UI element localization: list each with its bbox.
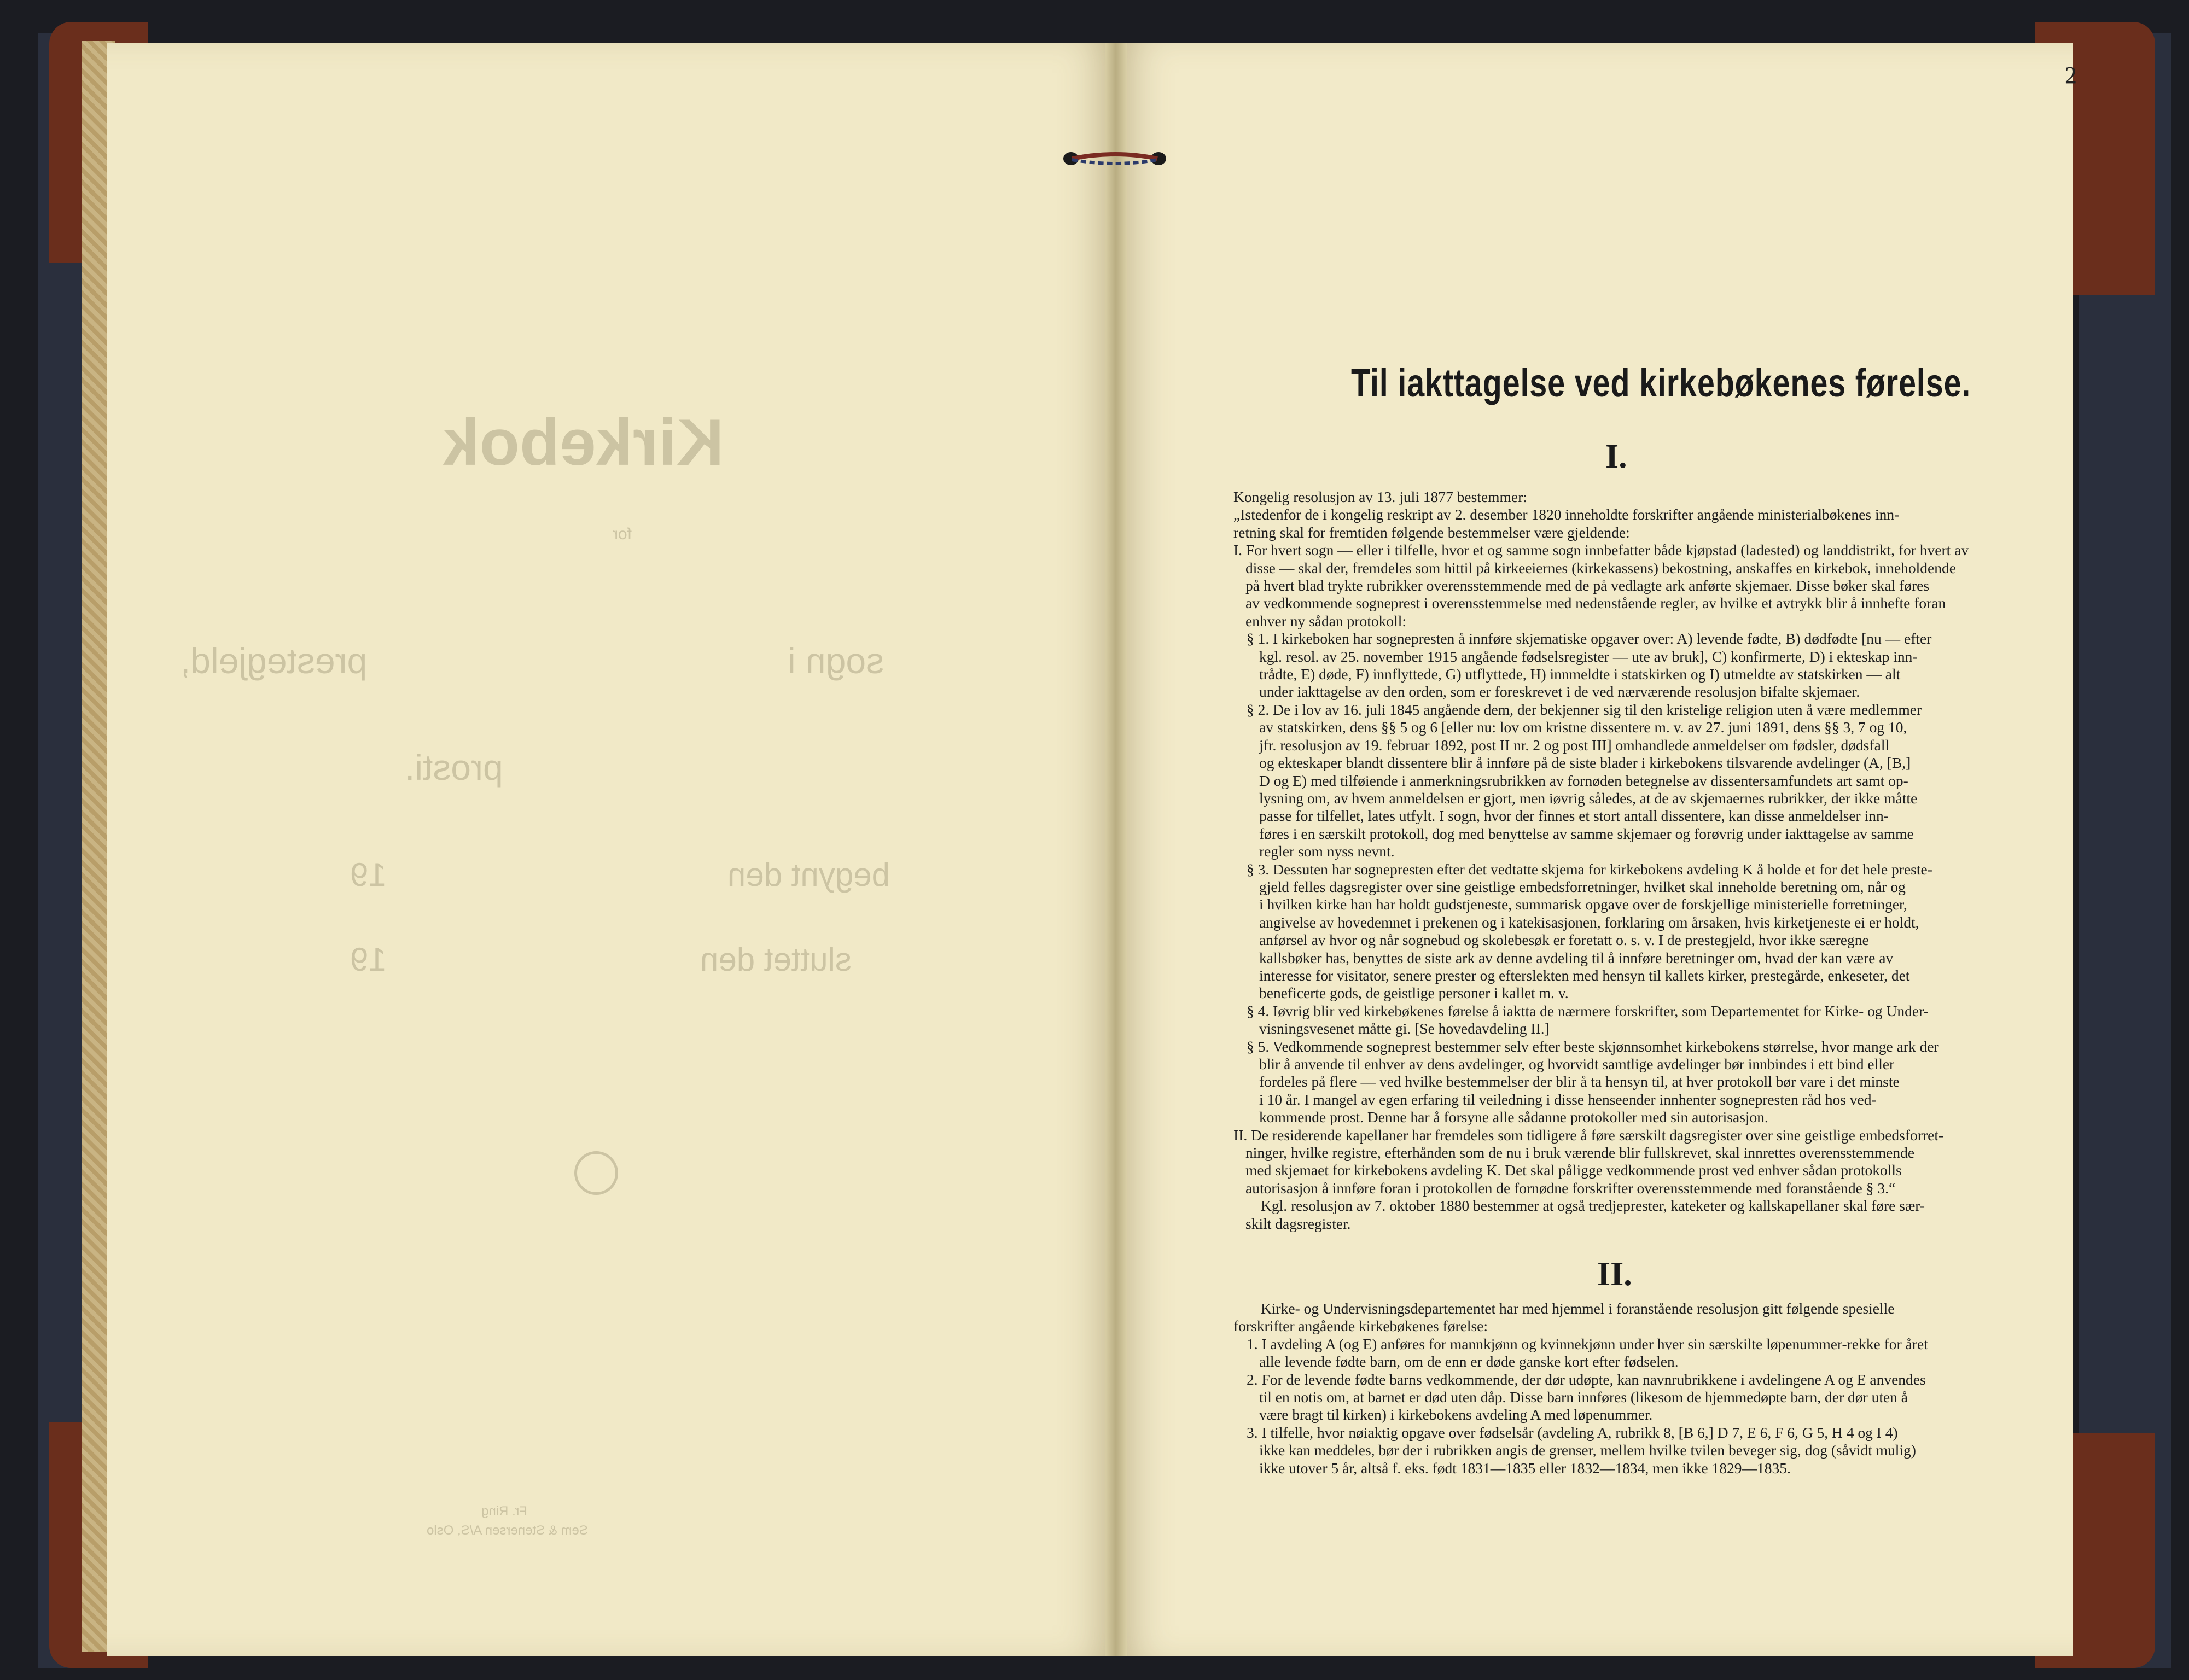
text-line: i 10 år. I mangel av egen erfaring til veiledning i disse henseender innhenter sognepresten råd hos ved- (1259, 1090, 1877, 1108)
text-line: 2. For de levende fødte barns vedkommende, der dør udøpte, kan navnrubrikkene i avdelingene A og E anvendes (1247, 1370, 1926, 1388)
text-line: 3. I tilfelle, hvor nøiaktig opgave over fødselsår (avdeling A, rubrikk 8, [B 6,] D 7, E 6, F 6, G 5, H 4 og I 4) (1247, 1424, 1898, 1441)
text-line: § 1. I kirkeboken har sognepresten å innføre skjematiske opgaver over: A) levende fødte, B) dødfødte [nu — efter (1247, 630, 1932, 648)
text-line: trådte, E) døde, F) innflyttede, G) utflyttede, H) innmeldte i statskirken og I) utmeldte av statskirken — alt (1259, 666, 1901, 683)
text-line: skilt dagsregister. (1245, 1215, 1351, 1232)
text-line: ikke utover 5 år, altså f. eks. født 1831—1835 eller 1832—1834, men ikke 1829—1835. (1259, 1459, 1791, 1477)
text-line: Kongelig resolusjon av 13. juli 1877 bestemmer: (1233, 488, 1527, 505)
text-line: D og E) med tilføiende i anmerkningsrubrikken av fornøden betegnelse av dissentersamfundets art samt op- (1259, 772, 1908, 789)
text-line: I. For hvert sogn — eller i tilfelle, hvor et og samme sogn innbefatter både kjøpstad (ladested) og landdistrikt, for hvert av (1233, 541, 1969, 559)
text-line: enhver ny sådan protokoll: (1245, 612, 1407, 629)
text-line: kallsbøker has, benyttes de siste ark av denne avdeling til å innføre beretninger om, hvad der kan være av (1259, 949, 1894, 966)
text-line: anførsel av hvor og når sognebud og skolebesøk er foretatt o. s. v. I de prestegjeld, hvor ikke særegne (1259, 931, 1869, 949)
left-for-label: for (613, 525, 632, 543)
text-line: II. De residerende kapellaner har fremdeles som tidligere å føre særskilt dagsregister over sine geistlige embedsforret- (1233, 1126, 1944, 1144)
text-line: 1. I avdeling A (og E) anføres for mannkjønn og kvinnekjønn under hver sin særskilte løpenummer-rekke for året (1247, 1335, 1928, 1352)
text-line: angivelse av hovedemnet i prekenen og i katekisasjonen, forklaring om årsaken, hvis kirketjeneste ei er holdt, (1259, 913, 1919, 931)
page-number: 2 (2065, 62, 2077, 89)
text-line: „Istedenfor de i kongelig reskript av 2. desember 1820 inneholdte forskrifter angående ministerialbøkenes inn- (1233, 506, 1900, 523)
section-2-text (1233, 1300, 2010, 1477)
left-page (107, 43, 1116, 1656)
text-line: føres i en særskilt protokoll, dog med benyttelse av samme skjemaer og forøvrig under iakttagelse av samme (1259, 825, 1914, 842)
section-2-numeral: II. (1597, 1256, 1632, 1293)
text-line: være bragt til kirken) i kirkebokens avdeling A med løpenummer. (1259, 1406, 1653, 1424)
left-printer-line1: Fr. Ring (481, 1504, 528, 1519)
text-line: kommende prost. Denne har å forsyne alle sådanne protokoller med sin autorisasjon. (1259, 1109, 1768, 1126)
text-line: lysning om, av hvem anmeldelsen er gjort, men iøvrig således, at de av skjemaernes rubrikker, der ikke måtte (1259, 789, 1918, 807)
left-begynt-label: begynt den (727, 856, 890, 893)
text-line: Kirke- og Undervisningsdepartementet har med hjemmel i foranstående resolusjon gitt følgende spesielle (1261, 1300, 1895, 1317)
left-sogn-label: sogn i (788, 640, 884, 681)
text-line: av statskirken, dens §§ 5 og 6 [eller nu: lov om kristne dissentere m. v. av 27. juni 1891, dens §§ 3, 7 og 10, (1259, 719, 1907, 736)
text-line: under iakttagelse av den orden, som er foreskrevet i de ved nærværende resolusjon bifalte skjemaer. (1259, 683, 1860, 701)
section-1-numeral: I. (1605, 438, 1627, 475)
left-prestegjeld-label: prestegjeld, (181, 640, 368, 681)
text-line: og ekteskaper blandt dissentere blir å innføre på de siste blader i kirkebokens tilsvarende avdelinger (A, [B,] (1259, 754, 1911, 772)
text-line: beneficerte gods, de geistlige personer i kallet m. v. (1259, 984, 1569, 1002)
text-line: disse — skal der, fremdeles som hittil på kirkeeiernes (kirkekassens) bekostning, anskaffes en kirkebok, inneholdende (1245, 559, 1956, 576)
left-printer-line2: Sem & Stenersen A/S, Oslo (427, 1523, 588, 1538)
text-line: § 3. Dessuten har sognepresten efter det vedtatte skjema for kirkebokens avdeling K å holde et for det hele preste- (1247, 860, 1932, 878)
text-line: jfr. resolusjon av 19. februar 1892, post II nr. 2 og post III] omhandlede anmeldelser om fødsler, dødsfall (1259, 736, 1890, 754)
text-line: ikke kan meddeles, bør der i rubrikken angis de grenser, mellem hvilke tvilen beveger sig, dog (såvidt mulig) (1259, 1442, 1916, 1459)
text-line: passe for tilfellet, lates utfylt. I sogn, hvor der finnes et stort antall dissentere, kan disse anmeldelser inn- (1259, 807, 1889, 825)
text-line: visningsvesenet måtte gi. [Se hovedavdeling II.] (1259, 1020, 1550, 1037)
text-line: alle levende fødte barn, om de enn er døde ganske kort efter fødselen. (1259, 1353, 1679, 1370)
text-line: ninger, hvilke registre, efterhånden som de nu i bruk værende blir fullskrevet, skal innrettes overensstemmende (1245, 1144, 1915, 1162)
left-title: Kirkebok (443, 406, 724, 479)
left-printer-logo (574, 1151, 618, 1195)
text-line: § 4. Iøvrig blir ved kirkebøkenes førelse å iaktta de nærmere forskrifter, som Departementet for Kirke- og Under- (1247, 1002, 1929, 1019)
text-line: blir å anvende til enhver av dens avdelinger, og hvorvidt samtlige avdelinger bør innbindes i ett bind eller (1259, 1055, 1895, 1072)
text-line: til en notis om, at barnet er død uten dåp. Disse barn innføres (likesom de hjemmedøpte barn, der dør uten å (1259, 1389, 1908, 1406)
text-line: § 5. Vedkommende sogneprest bestemmer selv efter beste skjønnsomhet kirkebokens størrelse, hvor mange ark der (1247, 1037, 1939, 1055)
left-sluttet-year: 19 (350, 941, 387, 978)
text-line: på hvert blad trykte rubrikker overensstemmende med de på vedlagte ark anførte skjemaer. Disse bøker skal føres (1245, 577, 1930, 594)
binding-string (1061, 148, 1171, 170)
text-line: av vedkommende sogneprest i overensstemmelse med nedenstående regler, av hvilke et avtrykk blir å innhefte foran (1245, 594, 1946, 612)
text-line: autorisasjon å innføre foran i protokollen de fornødne forskrifter overensstemmende med foranstående § 3.“ (1245, 1179, 1896, 1197)
text-line: med skjemaet for kirkebokens avdeling K. Det skal påligge vedkommende prost ved enhver sådan protokolls (1245, 1162, 1902, 1179)
text-line: kgl. resol. av 25. november 1915 angående fødselsregister — ute av bruk], C) konfirmerte, D) i ekteskap inn- (1259, 648, 1918, 665)
text-line: interesse for visitator, senere prester og efterslekten med hensyn til kallets kirker, prestegårde, enkeseter, det (1259, 966, 1910, 984)
left-prosti-label: prosti. (405, 747, 503, 788)
text-line: § 2. De i lov av 16. juli 1845 angående dem, der bekjenner sig til den kristelige religion uten å være medlemmer (1247, 701, 1922, 718)
text-line: Kgl. resolusjon av 7. oktober 1880 bestemmer at også tredjeprester, kateketer og kallskapellaner skal føre sær- (1261, 1197, 1925, 1215)
text-line: gjeld felles dagsregister over sine geistlige embedsforretninger, hvilket skal inneholde beretning om, når og (1259, 878, 1906, 895)
left-sluttet-label: sluttet den (700, 941, 852, 978)
book-gutter (1105, 43, 1127, 1656)
text-line: i hvilken kirke han har holdt gudstjeneste, summarisk opgave over de forskjellige ministerielle forretninger, (1259, 896, 1907, 913)
section-1-text (1233, 488, 2010, 1233)
left-begynt-year: 19 (350, 856, 387, 893)
page-heading: Til iakttagelse ved kirkebøkenes førelse. (1351, 361, 1971, 405)
text-line: retning skal for fremtiden følgende bestemmelser være gjeldende: (1233, 523, 1630, 541)
text-line: regler som nyss nevnt. (1259, 843, 1395, 860)
text-line: fordeles på flere — ved hvilke bestemmelser der blir å ta hensyn til, at hver protokoll bør vare i det minste (1259, 1073, 1900, 1090)
text-line: forskrifter angående kirkebøkenes førelse: (1233, 1317, 1488, 1335)
